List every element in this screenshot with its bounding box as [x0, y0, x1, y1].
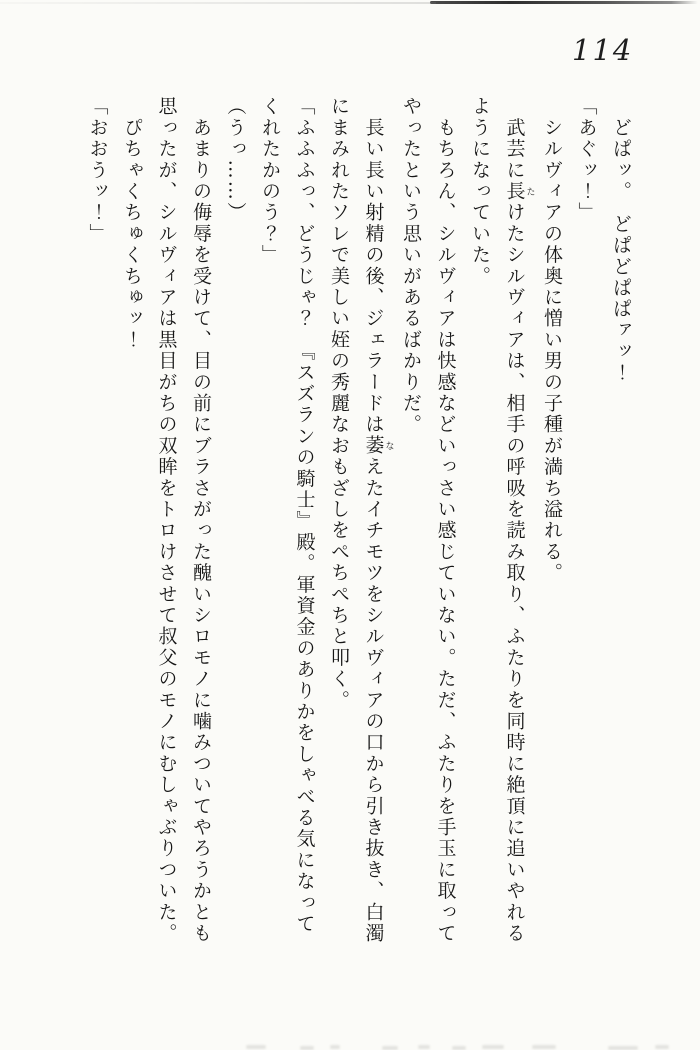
scan-bleed-artifact — [382, 1046, 398, 1050]
text-line-3: シルヴィアの体奥に憎い男の子種が満ち溢れる。 — [541, 96, 563, 584]
ruby-annotated-char: 長 た — [503, 180, 535, 203]
scan-edge-artifact-faint — [0, 2, 436, 4]
text-line-1: どぱッ。 どぱどぱぱァッ！ — [610, 96, 632, 384]
scan-bleed-artifact — [655, 1045, 669, 1049]
scan-bleed-artifact — [532, 1045, 556, 1049]
text-line-7: やったという思いがあるばかりだ。 — [400, 96, 422, 436]
scan-bleed-artifact — [246, 1045, 266, 1049]
text-line-4: 武芸に長 たけたシルヴィアは、相手の呼吸を読み取り、ふたりを同時に絶頂に追いやれる — [503, 96, 535, 945]
scan-bleed-artifact — [300, 1046, 314, 1050]
text-line-13: あまりの侮辱を受けて、目の前にブラさがった醜いシロモノに噛みついてやろうかとも — [190, 96, 212, 944]
page-number: 114 — [572, 33, 634, 67]
vertical-text-block — [80, 96, 638, 952]
scan-bleed-artifact — [452, 1046, 466, 1050]
scan-bleed-artifact — [608, 1046, 638, 1050]
scan-edge-artifact-dark — [430, 1, 698, 4]
text-line-11: くれたかのう？」 — [259, 96, 281, 266]
text-line-15: ぴちゃくちゅくちゅッ！ — [121, 96, 143, 351]
text-line-9: にまみれたソレで美しい姪の秀麗なおもざしをぺちぺちと叩く。 — [328, 96, 350, 711]
text-line-6: もちろん、シルヴィアは快感などいっさい感じていない。ただ、ふたりを手玉に取って — [434, 96, 457, 944]
text-line-16: 「おおうッ！」 — [86, 96, 109, 245]
ruby-annotated-char: 萎 な — [362, 435, 394, 457]
scan-bleed-artifact — [418, 1045, 430, 1049]
scan-bleed-artifact — [330, 1045, 340, 1049]
text-line-14: 思ったが、シルヴィアは黒目がちの双眸をトロけさせて叔父のモノにむしゃぶりついた。 — [155, 96, 178, 944]
scan-bleed-artifact — [482, 1045, 504, 1049]
text-line-8: 長い長い射精の後、ジェラードは萎 なえたイチモツをシルヴィアの口から引き抜き、白濁 — [362, 96, 394, 945]
text-line-2: 「あぐッ！」 — [575, 96, 598, 224]
text-line-10: 「ふふふっ、どうじゃ？ 『スズランの騎士』殿。軍資金のありかをしゃべる気になって — [293, 96, 316, 935]
text-line-5: ようになっていた。 — [469, 96, 491, 287]
text-line-12: （うっ……） — [224, 96, 247, 224]
